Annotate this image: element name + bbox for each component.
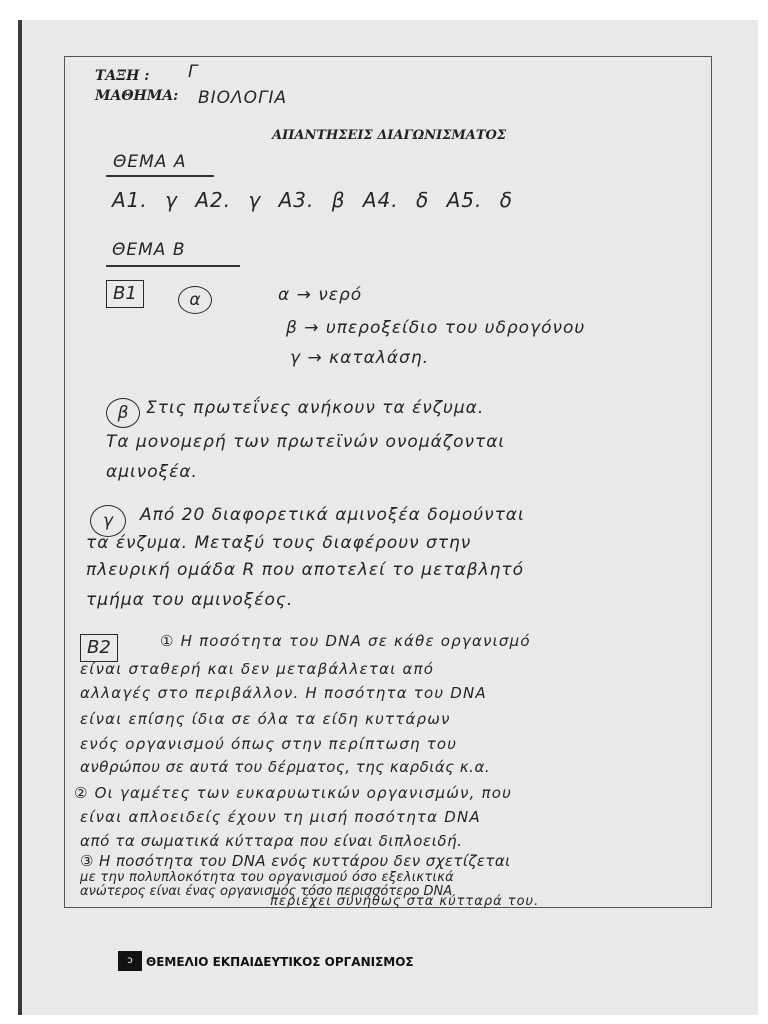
b2-line-5: ενός οργανισμού όπως στην περίπτωση του — [80, 735, 458, 753]
organization-logo-icon: ↄ — [118, 951, 142, 971]
class-label: ΤΑΞΗ : — [95, 68, 150, 84]
b2-line-7: ② Οι γαμέτες των ευκαρυωτικών οργανισμών, που — [74, 784, 512, 802]
part-b-line-3: αμινοξέα. — [106, 462, 198, 482]
part-c-line-2: τα ένζυμα. Μεταξύ τους διαφέρουν στην — [86, 533, 472, 553]
page-title: ΑΠΑΝΤΗΣΕΙΣ ΔΙΑΓΩΝΙΣΜΑΤΟΣ — [272, 128, 507, 143]
part-c-line-3: πλευρική ομάδα R που αποτελεί το μεταβλητό — [86, 560, 525, 580]
part-b-line-1: Στις πρωτεΐνες ανήκουν τα ένζυμα. — [146, 398, 485, 418]
b2-line-12: ανώτερος είναι ένας οργανισμός τόσο περισσότερο DNA — [80, 884, 453, 899]
part-a-circle: α — [178, 286, 212, 314]
theme-a-answers: Α1. γ Α2. γ Α3. β Α4. δ Α5. δ — [112, 188, 513, 212]
b1-box-label: Β1 — [106, 280, 144, 308]
answer-frame — [64, 56, 712, 908]
b2-line-9: από τα σωματικά κύτταρα που είναι διπλοειδή. — [80, 832, 463, 850]
part-c-circle: γ — [90, 505, 126, 537]
b2-line-2: είναι σταθερή και δεν μεταβάλλεται από — [80, 660, 435, 678]
b2-line-11: με την πολυπλοκότητα του οργανισμού όσο εξελικτικά — [80, 870, 455, 885]
theme-b-heading: ΘΕΜΑ Β — [112, 240, 186, 260]
subject-label: ΜΑΘΗΜΑ: — [95, 88, 179, 104]
part-c-line-4: τμήμα του αμινοξέος. — [86, 590, 294, 610]
scan-edge-shadow — [18, 20, 22, 1015]
class-value: Γ — [188, 62, 199, 82]
organization-name: ΘΕΜΕΛΙΟ ΕΚΠΑΙΔΕΥΤΙΚΟΣ ΟΡΓΑΝΙΣΜΟΣ — [146, 955, 414, 969]
b2-box-label: Β2 — [80, 634, 118, 662]
part-a-line-1: α → νερό — [278, 285, 363, 305]
b2-line-10: ③ Η ποσότητα του DNA ενός κυττάρου δεν σχετίζεται — [80, 852, 511, 870]
b2-line-4: είναι επίσης ίδια σε όλα τα είδη κυττάρων — [80, 710, 451, 728]
b2-line-3: αλλαγές στο περιβάλλον. Η ποσότητα του DNA — [80, 684, 487, 702]
theme-a-heading: ΘΕΜΑ Α — [113, 152, 187, 172]
b2-line-6: ανθρώπου σε αυτά του δέρματος, της καρδιάς κ.α. — [80, 758, 491, 776]
theme-b-underline — [106, 265, 240, 267]
b2-line-8: είναι απλοειδείς έχουν τη μισή ποσότητα DNA — [80, 808, 481, 826]
part-c-line-1: Από 20 διαφορετικά αμινοξέα δομούνται — [140, 505, 525, 525]
theme-a-underline — [106, 175, 214, 177]
part-a-line-3: γ → καταλάση. — [290, 348, 429, 368]
b2-line-13: περιέχει συνήθως στα κύτταρά του. — [270, 894, 540, 909]
part-b-circle: β — [106, 398, 140, 428]
subject-value: ΒΙΟΛΟΓΙΑ — [198, 88, 288, 108]
part-a-line-2: β → υπεροξείδιο του υδρογόνου — [286, 318, 586, 338]
part-b-line-2: Τα μονομερή των πρωτεϊνών ονομάζονται — [106, 432, 506, 452]
b2-line-1: ① Η ποσότητα του DNA σε κάθε οργανισμό — [160, 632, 531, 650]
